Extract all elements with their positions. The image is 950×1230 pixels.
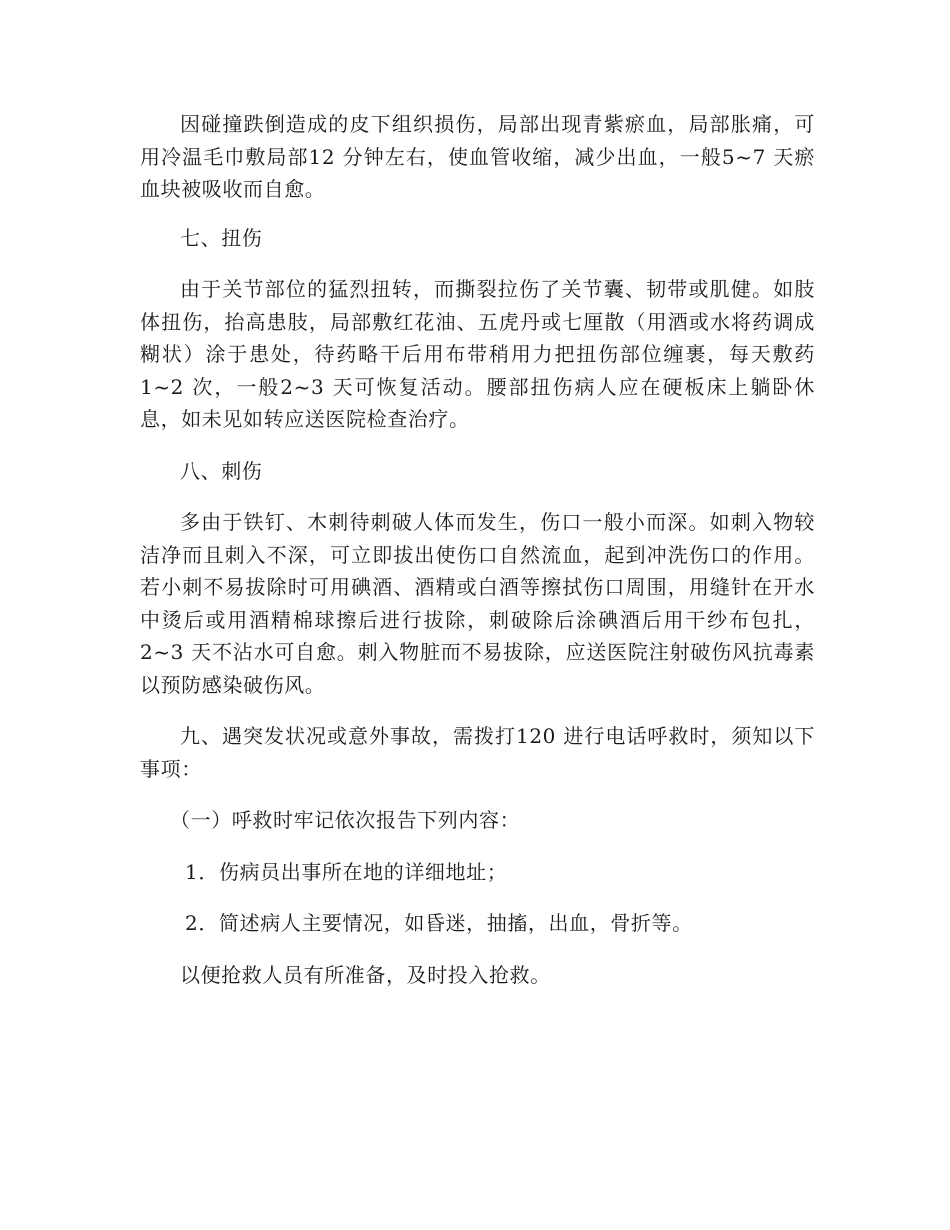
paragraph-bruise: 因碰撞跌倒造成的皮下组织损伤，局部出现青紫瘀血，局部胀痛，可用冷温毛巾敷局部12 分钟左右，使血管收缩，减少出血，一般5~7 天瘀血块被吸收而自愈。 (140, 112, 815, 201)
paragraph-sprain: 由于关节部位的猛烈扭转，而撕裂拉伤了关节囊、韧带或肌健。如肢体扭伤，抬高患肢，局部敷红花油、五虎丹或七厘散（用酒或水将药调成糊状）涂于患处，待药略干后用布带稍用力把扭伤部位缠裹，每天敷药1~2 次，一般2~3 天可恢复活动。腰部扭伤病人应在硬板床上躺卧休息，如未见如转应送医院检查治疗。 (140, 277, 815, 431)
paragraph-puncture: 多由于铁钉、木刺待刺破人体而发生，伤口一般小而深。如刺入物较洁净而且刺入不深，可立即拔出使伤口自然流血，起到冲洗伤口的作用。若小刺不易拔除时可用碘酒、酒精或白酒等擦拭伤口周围，用缝针在开水中烫后或用酒精棉球擦后进行拔除，刺破除后涂碘酒后用干纱布包扎，2~3 天不沾水可自愈。刺入物脏而不易拔除，应送医院注射破伤风抗毒素以预防感染破伤风。 (140, 510, 815, 697)
list-item-address: 1．伤病员出事所在地的详细地址； (185, 859, 508, 884)
list-item-condition: 2．简述病人主要情况，如昏迷，抽搐，出血，骨折等。 (185, 911, 693, 935)
paragraph-closing: 以便抢救人员有所准备，及时投入抢救。 (180, 962, 551, 987)
heading-emergency-call: 九、遇突发状况或意外事故，需拨打120 进行电话呼救时，须知以下事项： (140, 724, 815, 781)
subheading-report-contents: （一）呼救时牢记依次报告下列内容： (170, 808, 521, 832)
document-page (140, 108, 815, 1010)
heading-sprain: 七、扭伤 (180, 225, 263, 250)
heading-puncture: 八、刺伤 (180, 458, 263, 483)
